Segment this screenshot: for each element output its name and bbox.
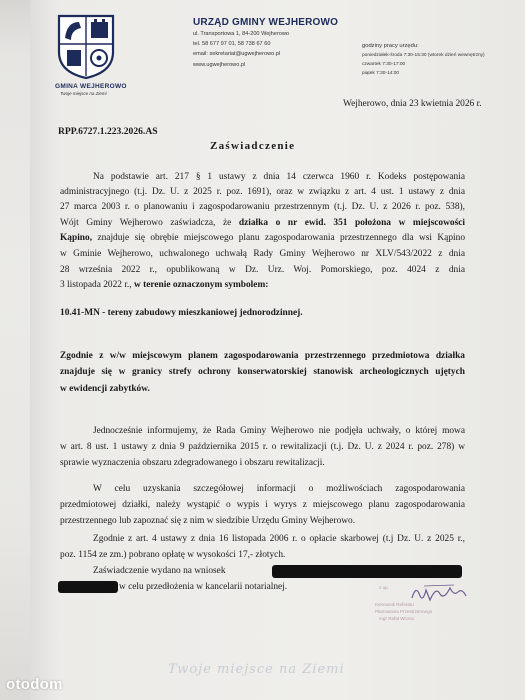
footer-slogan: Twoje miejsce na Ziemi	[168, 662, 345, 677]
zone-symbol: 10.41-MN - tereny zabudowy mieszkaniowej jednorodzinnej.	[60, 308, 303, 318]
office-hours-title: godziny pracy urzędu:	[362, 43, 419, 49]
paragraph-line: administracyjnego (t.j. Dz. U. z 2025 r. poz. 1691), oraz w związku z art. 4 ust. 1 ustawy z dnia	[60, 187, 465, 197]
paragraph-line: W celu uzyskania szczegółowej informacji o możliwościach zagospodarowania	[93, 484, 465, 494]
paragraph-line: Na podstawie art. 217 § 1 ustawy z dnia 14 czerwca 1960 r. Kodeks postępowania	[93, 172, 465, 182]
paragraph-line: w art. 8 ust. 1 ustawy z dnia 9 października 2015 r. o rewitalizacji (t.j. Dz. U. z 2024 r. poz. 278) w	[60, 442, 465, 452]
website-line: www.ugwejherowo.pl	[193, 62, 246, 68]
office-hours-line: poniedziałek-środa 7:30-15:30 (wtorek dzień wewnętrzny)	[362, 53, 485, 58]
paragraph-line	[60, 279, 465, 291]
document-title: Zaświadczenie	[210, 140, 296, 152]
paragraph-text: Wójt Gminy Wejherowo zaświadcza, że	[60, 218, 232, 228]
document-date: Wejherowo, dnia 23 kwietnia 2026 r.	[343, 99, 482, 109]
purpose-line: w celu przedłożenia w kancelarii notarialnej.	[119, 582, 288, 592]
paragraph-line	[60, 217, 465, 229]
email-line: email: sekretariat@ugwejherowo.pl	[193, 51, 281, 57]
paragraph-line: poz. 1154 ze zm.) pobrano opłatę w wysokości 17,- złotych.	[60, 550, 286, 560]
signature-icon	[410, 582, 470, 604]
coat-of-arms-icon	[57, 14, 115, 80]
office-title: URZĄD GMINY WEJHEROWO	[193, 17, 339, 28]
phone-line: tel. 58 677 97 01, 58 738 67 60	[193, 41, 271, 47]
paragraph-line: przestrzennego lub zapoznać się z nim w siedzibie Urzędu Gminy Wejherowo.	[60, 516, 356, 526]
reference-number: RPP.6727.1.223.2026.AS	[58, 126, 158, 137]
conservation-line: w ewidencji zabytków.	[60, 384, 150, 394]
issued-to-label: Zaświadczenie wydano na wniosek	[93, 566, 226, 576]
redacted-name	[272, 565, 462, 578]
gmina-name: GMINA WEJHEROWO	[55, 83, 127, 90]
office-hours-line: czwartek 7:30-17:00	[362, 62, 406, 67]
paragraph-text: 3 listopada 2022 r.,	[60, 280, 132, 290]
stamp-line: z up.	[379, 585, 389, 590]
stamp-line: Kierownik Referatu	[375, 602, 414, 607]
address-line: ul. Transportowa 1, 84-200 Wejherowo	[193, 31, 289, 37]
stamp-line: Planowania Przestrzennego	[375, 609, 433, 614]
zone-intro: w terenie oznaczonym symbolem:	[133, 280, 269, 290]
locality-name: Kąpino,	[60, 233, 93, 243]
conservation-line: znajduje się w granicy strefy ochrony konserwatorskiej stanowisk archeologicznych ujętych	[60, 367, 465, 377]
redacted-name	[58, 581, 118, 593]
conservation-line: Zgodnie z w/w miejscowym planem zagospodarowania przestrzennego przedmiotowa działka	[60, 351, 465, 361]
paragraph-line: 28 września 2022 r., opublikowaną w Dz. Urz. Woj. Pomorskiego, poz. 4024 z dnia	[60, 265, 465, 275]
paragraph-line: w Gminie Wejherowo, uchwalonego uchwałą Rady Gminy Wejherowo nr XLV/543/2022 z dnia	[60, 249, 465, 259]
paragraph-line	[60, 232, 465, 244]
paragraph-line: Jednocześnie informujemy, że Rada Gminy Wejherowo nie podjęła uchwały, o której mowa	[93, 426, 465, 436]
parcel-number: działka o nr ewid. 351 położona w miejscowości	[238, 218, 465, 228]
gmina-slogan: Twoje miejsce na Ziemi	[60, 91, 107, 96]
paragraph-line: 27 marca 2003 r. o planowaniu i zagospodarowaniu przestrzennym (t.j. Dz. U. z 2026 r. poz. 538),	[60, 202, 465, 212]
paragraph-line: przedmiotowej działki, należy wystąpić o wypis i wyrys z miejscowego planu zagospodarowania	[60, 500, 465, 510]
stamp-line: mgr Rafał Wrona	[379, 616, 414, 621]
paragraph-line: sprawie wyznaczenia obszaru zdegradowanego i obszaru rewitalizacji.	[60, 458, 325, 468]
otodom-watermark: otodom	[6, 676, 63, 693]
office-hours-line: piątek 7:30-14:00	[362, 71, 400, 76]
paragraph-text: znajduje się obrębie miejscowego planu zagospodarowania przestrzennego dla wsi Kąpino	[97, 233, 466, 243]
paragraph-line: Zgodnie z art. 4 ustawy z dnia 16 listopada 2006 r. o opłacie skarbowej (t.j Dz. U. z 2025 r.,	[93, 534, 465, 544]
